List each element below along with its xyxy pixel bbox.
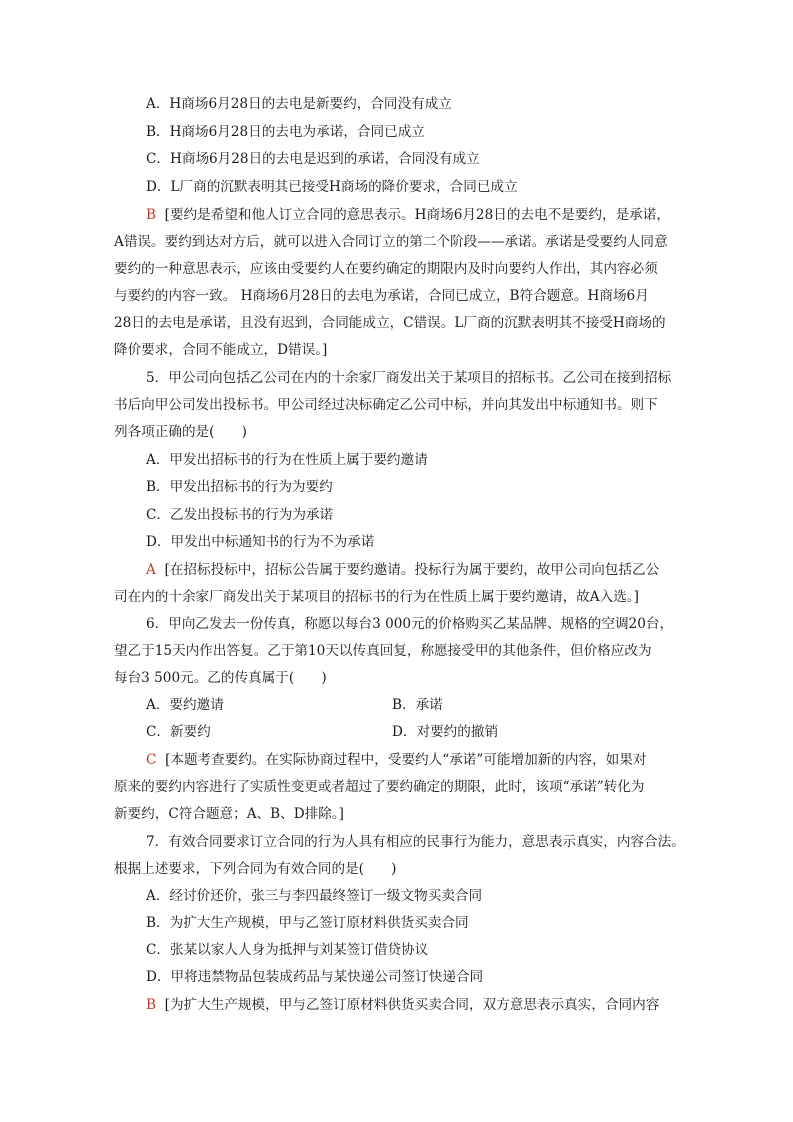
- q5-option-c: C．乙发出投标书的行为为承诺: [146, 507, 334, 523]
- q6-option-a: A．要约邀请: [146, 697, 224, 713]
- q4-explanation-line-1: B [要约是希望和他人订立合同的意思表示。H商场6月28日的去电不是要约，是承诺，: [146, 207, 670, 223]
- q6-answer: C: [146, 752, 157, 768]
- q4-option-d: D．L厂商的沉默表明其已接受H商场的降价要求，合同已成立: [146, 179, 518, 195]
- q7-explanation-line-1: B [为扩大生产规模，甲与乙签订原材料供货买卖合同，双方意思表示真实，合同内容: [146, 997, 660, 1013]
- q7-option-b: B．为扩大生产规模，甲与乙签订原材料供货买卖合同: [146, 915, 469, 931]
- q4-answer: B: [146, 207, 156, 223]
- q4-option-b: B．H商场6月28日的去电为承诺，合同已成立: [146, 124, 425, 140]
- q5-stem-line-2: 书后向甲公司发出投标书。甲公司经过决标确定乙公司中标，并向其发出中标通知书。则下: [114, 397, 658, 413]
- q5-answer: A: [146, 562, 156, 578]
- q6-option-c: C．新要约: [146, 724, 211, 740]
- q7-stem-line-1: 7．有效合同要求订立合同的行为人具有相应的民事行为能力，意思表示真实，内容合法。: [146, 834, 685, 850]
- q6-explanation-line-1: C [本题考查要约。在实际协商过程中，受要约人“承诺”可能增加新的内容，如果对: [146, 752, 647, 768]
- q7-option-d: D．甲将违禁物品包装成药品与某快递公司签订快递合同: [146, 969, 484, 985]
- q4-explanation-line-3: 要约的一种意思表示，应该由受要约人在要约确定的期限内及时向要约人作出，其内容必须: [114, 261, 658, 277]
- q6-explanation-line-2: 原来的要约内容进行了实质性变更或者超过了要约确定的期限，此时，该项“承诺”转化为: [114, 779, 645, 795]
- q5-explanation-line-2: 司在内的十余家厂商发出关于某项目的招标书的行为在性质上属于要约邀请，故A入选。]: [114, 589, 639, 605]
- q6-stem-line-3: 每台3 500元。乙的传真属于( ): [114, 670, 327, 686]
- q5-stem-line-1: 5．甲公司向包括乙公司在内的十余家厂商发出关于某项目的招标书。乙公司在接到招标: [146, 370, 672, 386]
- q4-option-a: A．H商场6月28日的去电是新要约，合同没有成立: [146, 96, 452, 112]
- q6-stem-line-1: 6．甲向乙发去一份传真，称愿以每台3 000元的价格购买乙某品牌、规格的空调20台，: [146, 616, 674, 632]
- q5-option-d: D．甲发出中标通知书的行为不为承诺: [146, 534, 375, 550]
- q4-explanation-line-2: A错误。要约到达对方后，就可以进入合同订立的第二个阶段——承诺。承诺是受要约人同意: [114, 234, 668, 250]
- q5-stem-line-3: 列各项正确的是( ): [114, 424, 247, 440]
- q4-explanation-line-6: 降价要求，合同不能成立，D错误。]: [114, 342, 328, 358]
- q5-explanation-line-1: A [在招标投标中，招标公告属于要约邀请。投标行为属于要约，故甲公司向包括乙公: [146, 562, 660, 578]
- q4-explanation-line-5: 28日的去电是承诺，且没有迟到，合同能成立，C错误。L厂商的沉默表明其不接受H商场的: [114, 315, 666, 331]
- q6-option-b: B．承诺: [392, 697, 443, 713]
- q6-option-d: D．对要约的撤销: [392, 724, 499, 740]
- q7-stem-line-2: 根据上述要求，下列合同为有效合同的是( ): [114, 861, 397, 877]
- q4-option-c: C．H商场6月28日的去电是迟到的承诺，合同没有成立: [146, 151, 480, 167]
- q5-option-a: A．甲发出招标书的行为在性质上属于要约邀请: [146, 452, 428, 468]
- q4-explanation-line-4: 与要约的内容一致。 H商场6月28日的去电为承诺，合同已成立，B符合题意。H商场6月: [114, 288, 649, 304]
- q5-option-b: B．甲发出招标书的行为为要约: [146, 479, 333, 495]
- q7-option-a: A．经讨价还价，张三与李四最终签订一级文物买卖合同: [146, 888, 483, 904]
- q7-answer: B: [146, 997, 156, 1013]
- q6-explanation-line-3: 新要约，C符合题意；A、B、D排除。]: [114, 806, 344, 822]
- q7-option-c: C．张某以家人人身为抵押与刘某签订借贷协议: [146, 942, 429, 958]
- q6-stem-line-2: 望乙于15天内作出答复。乙于第10天以传真回复，称愿接受甲的其他条件，但价格应改为: [114, 643, 652, 659]
